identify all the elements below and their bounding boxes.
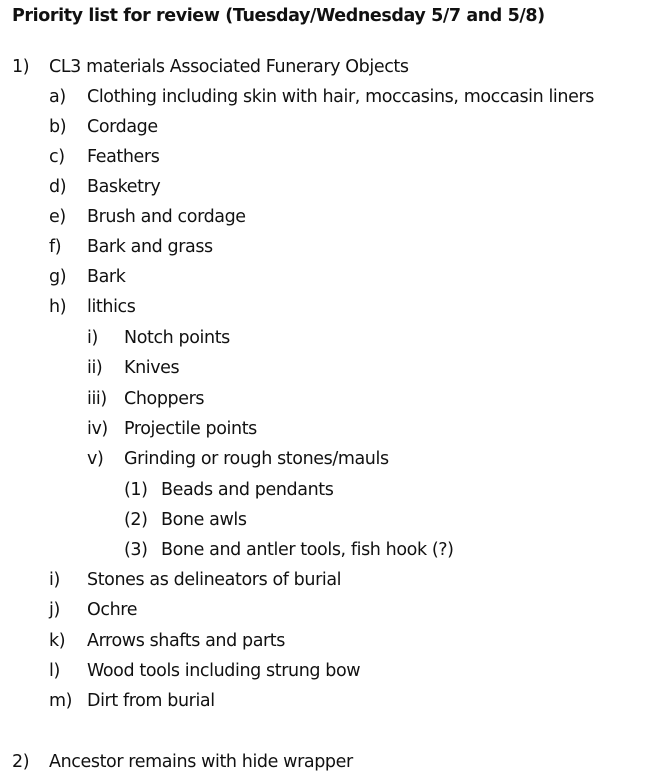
list-marker: c)	[49, 147, 65, 167]
list-text: Stones as delineators of burial	[87, 570, 342, 590]
list-text: Cordage	[87, 117, 158, 137]
list-text: Projectile points	[124, 419, 257, 439]
list-text: Choppers	[124, 389, 205, 409]
list-text: Feathers	[87, 147, 160, 167]
list-marker: k)	[49, 631, 66, 651]
list-marker: (1)	[124, 480, 148, 500]
list-marker: i)	[87, 328, 98, 348]
list-text: Bone and antler tools, fish hook (?)	[161, 540, 454, 560]
list-marker: v)	[87, 449, 104, 469]
list-marker: ii)	[87, 358, 103, 378]
list-marker: h)	[49, 297, 67, 317]
list-text: Brush and cordage	[87, 207, 246, 227]
list-text: Ochre	[87, 600, 138, 620]
list-text: Grinding or rough stones/mauls	[124, 449, 389, 469]
list-text: CL3 materials Associated Funerary Objects	[49, 57, 409, 77]
list-text: Bone awls	[161, 510, 247, 530]
list-text: Knives	[124, 358, 180, 378]
list-marker: i)	[49, 570, 60, 590]
list-text: Arrows shafts and parts	[87, 631, 285, 651]
list-marker: (2)	[124, 510, 148, 530]
list-text: Notch points	[124, 328, 230, 348]
list-marker: f)	[49, 237, 62, 257]
list-marker: iv)	[87, 419, 108, 439]
list-marker: 1)	[12, 57, 30, 77]
list-marker: (3)	[124, 540, 148, 560]
list-text: Ancestor remains with hide wrapper	[49, 752, 353, 772]
list-marker: a)	[49, 87, 66, 107]
list-marker: e)	[49, 207, 66, 227]
list-marker: l)	[49, 661, 60, 681]
list-text: Basketry	[87, 177, 161, 197]
list-text: Beads and pendants	[161, 480, 334, 500]
list-text: Clothing including skin with hair, moccasins, moccasin liners	[87, 87, 594, 107]
list-marker: m)	[49, 691, 73, 711]
list-text: Dirt from burial	[87, 691, 215, 711]
list-marker: iii)	[87, 389, 107, 409]
list-text: Bark	[87, 267, 126, 287]
list-text: Bark and grass	[87, 237, 213, 257]
list-marker: d)	[49, 177, 67, 197]
list-marker: 2)	[12, 752, 30, 772]
list-marker: j)	[49, 600, 60, 620]
page-title: Priority list for review (Tuesday/Wednesday 5/7 and 5/8)	[12, 6, 545, 26]
list-text: Wood tools including strung bow	[87, 661, 361, 681]
list-text: lithics	[87, 297, 136, 317]
list-marker: g)	[49, 267, 67, 287]
list-marker: b)	[49, 117, 67, 137]
